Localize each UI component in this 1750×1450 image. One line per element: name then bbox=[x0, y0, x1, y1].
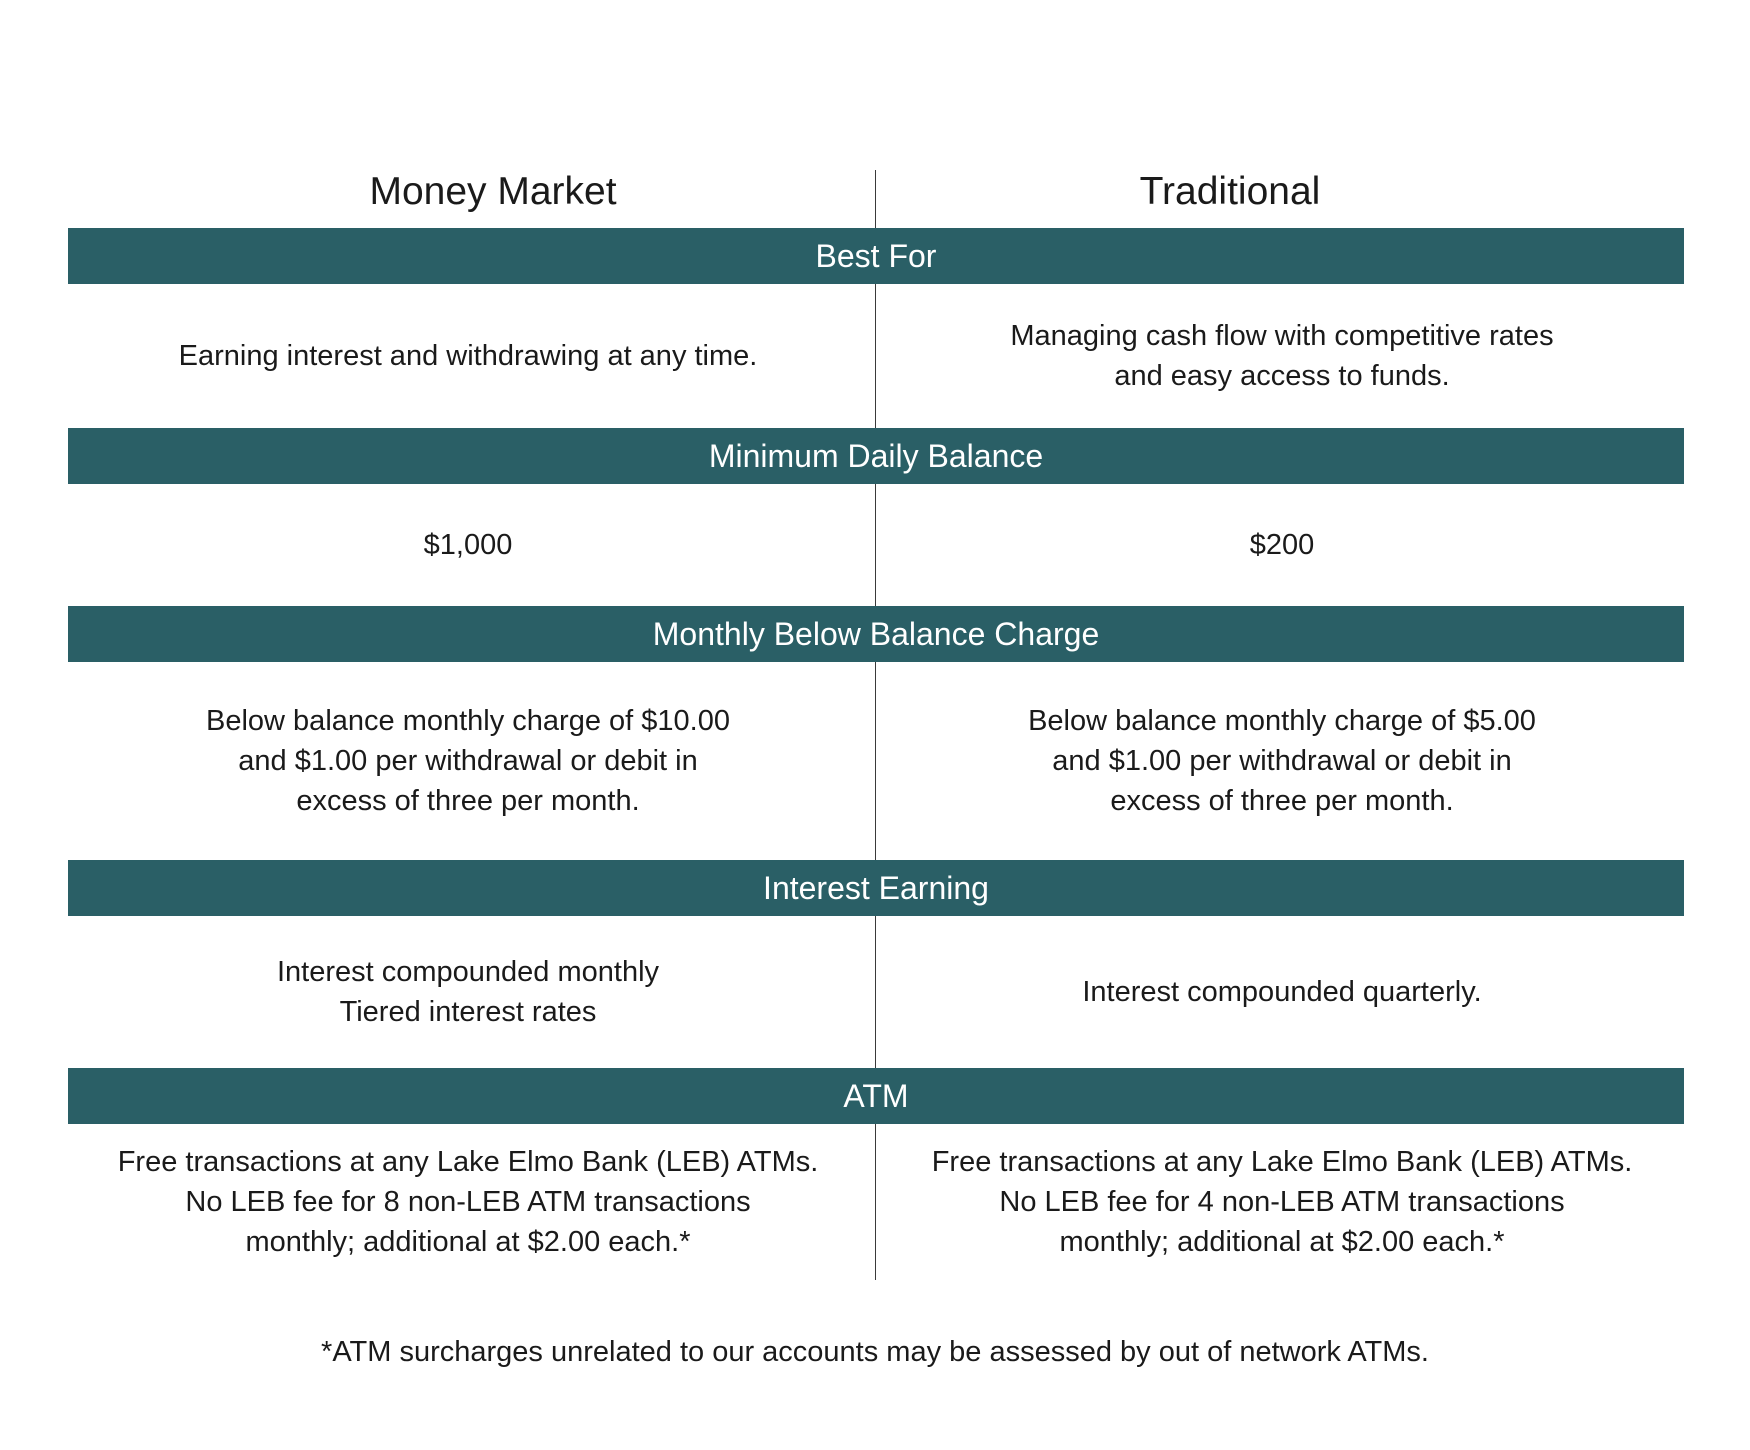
interest-earning-traditional bbox=[882, 916, 1682, 1068]
minimum-balance-money-market bbox=[68, 484, 868, 606]
cell-text-line: excess of three per month. bbox=[1110, 785, 1454, 817]
interest-earning-money-market bbox=[68, 916, 868, 1068]
cell-text-line: monthly; additional at $2.00 each.* bbox=[1059, 1226, 1505, 1258]
section-header-interest-earning bbox=[68, 860, 1684, 916]
below-balance-charge-money-market bbox=[68, 662, 868, 860]
section-header-best-for bbox=[68, 228, 1684, 284]
cell-text-line: Interest compounded quarterly. bbox=[1082, 976, 1482, 1008]
cell-text-line: Managing cash flow with competitive rates bbox=[1010, 320, 1554, 352]
atm-surcharge-footnote: *ATM surcharges unrelated to our accounts may be assessed by out of network ATMs. bbox=[321, 1336, 1429, 1368]
cell-text-line: Earning interest and withdrawing at any time. bbox=[178, 340, 758, 372]
section-header-minimum-daily-balance bbox=[68, 428, 1684, 484]
column-title-money-market: Money Market bbox=[369, 170, 617, 213]
best-for-traditional bbox=[882, 284, 1682, 428]
cell-text-line: and $1.00 per withdrawal or debit in bbox=[238, 745, 698, 777]
atm-money-market bbox=[68, 1124, 868, 1280]
cell-text-line: Below balance monthly charge of $5.00 bbox=[1028, 705, 1536, 737]
section-header-label: ATM bbox=[843, 1078, 909, 1114]
column-title-traditional: Traditional bbox=[1139, 170, 1321, 213]
cell-text-line: and easy access to funds. bbox=[1114, 360, 1450, 392]
cell-text-line: monthly; additional at $2.00 each.* bbox=[245, 1226, 691, 1258]
section-header-monthly-below-balance-charge bbox=[68, 606, 1684, 662]
cell-text-line: Below balance monthly charge of $10.00 bbox=[206, 705, 730, 737]
section-header-label: Monthly Below Balance Charge bbox=[652, 616, 1100, 652]
section-header-label: Best For bbox=[815, 238, 937, 274]
cell-text-line: No LEB fee for 8 non-LEB ATM transactions bbox=[185, 1186, 751, 1218]
section-header-atm bbox=[68, 1068, 1684, 1124]
minimum-balance-traditional bbox=[882, 484, 1682, 606]
cell-text-line: $1,000 bbox=[423, 529, 513, 561]
below-balance-charge-traditional bbox=[882, 662, 1682, 860]
cell-text-line: and $1.00 per withdrawal or debit in bbox=[1052, 745, 1512, 777]
cell-text-line: excess of three per month. bbox=[296, 785, 640, 817]
cell-text-line: Free transactions at any Lake Elmo Bank (LEB) ATMs. bbox=[931, 1146, 1633, 1178]
cell-text-line: Tiered interest rates bbox=[339, 996, 597, 1028]
cell-text-line: Free transactions at any Lake Elmo Bank (LEB) ATMs. bbox=[117, 1146, 819, 1178]
section-header-label: Minimum Daily Balance bbox=[708, 438, 1044, 474]
atm-traditional bbox=[882, 1124, 1682, 1280]
cell-text-line: $200 bbox=[1249, 529, 1315, 561]
section-header-label: Interest Earning bbox=[763, 870, 989, 906]
best-for-money-market bbox=[68, 284, 868, 428]
cell-text-line: No LEB fee for 4 non-LEB ATM transactions bbox=[999, 1186, 1565, 1218]
cell-text-line: Interest compounded monthly bbox=[276, 956, 660, 988]
